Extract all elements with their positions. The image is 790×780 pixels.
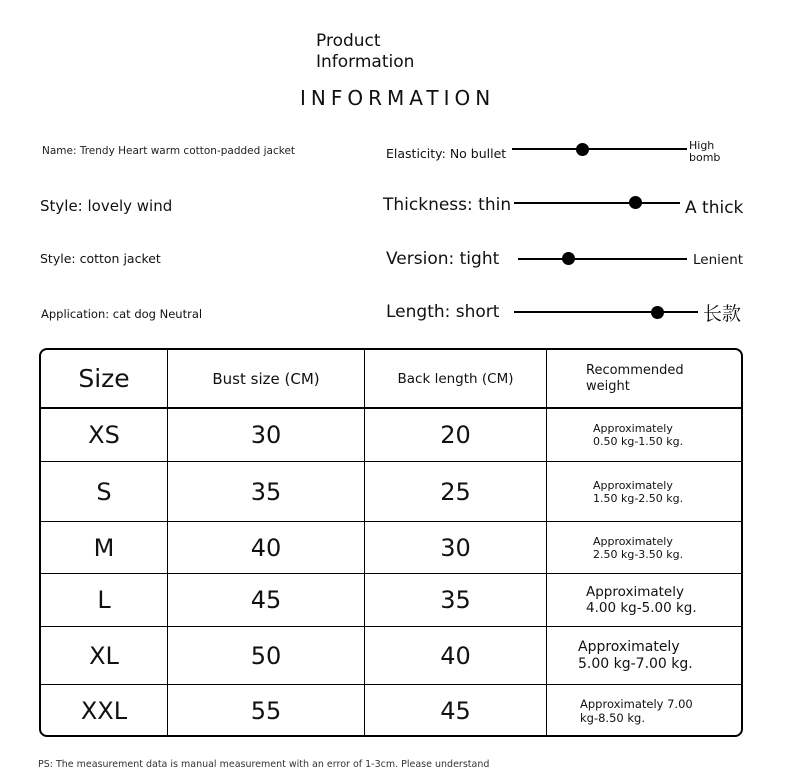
attr-application: Application: cat dog Neutral — [41, 307, 203, 321]
scale-thickness-max: A thick — [685, 198, 744, 218]
bust-cell: 35 — [250, 477, 282, 506]
weight-line2: 2.50 kg-3.50 kg. — [593, 547, 684, 561]
back-cell: 30 — [440, 533, 471, 562]
weight-cell — [578, 627, 743, 684]
scale-elasticity-max-line2: bomb — [689, 151, 721, 164]
weight-line1: Approximately 7.00 — [580, 697, 693, 711]
scale-length-label: Length: short — [386, 302, 500, 322]
scale-elasticity-knob — [576, 143, 589, 156]
size-cell: L — [97, 586, 111, 614]
scale-elasticity-max — [689, 140, 720, 164]
scale-version-label: Version: tight — [386, 249, 500, 269]
back-cell: 25 — [440, 477, 471, 506]
weight-line1: Approximately — [593, 478, 673, 492]
scale-thickness-track — [514, 202, 680, 204]
header-weight-line1: Recommended — [586, 362, 684, 378]
weight-cell — [593, 462, 743, 521]
size-cell: M — [93, 533, 115, 562]
scale-length-knob — [651, 306, 664, 319]
bust-cell: 45 — [250, 586, 282, 614]
weight-cell — [586, 574, 743, 626]
weight-cell — [593, 522, 743, 573]
scale-length-track — [514, 311, 698, 313]
bust-cell: 40 — [250, 533, 282, 562]
attr-name: Name: Trendy Heart warm cotton-padded jacket — [42, 145, 296, 157]
title-line-2: Information — [316, 52, 415, 72]
scale-thickness-knob — [629, 196, 642, 209]
scale-version-max: Lenient — [693, 252, 744, 268]
bust-cell: 30 — [250, 421, 282, 449]
footnote: PS: The measurement data is manual measurement with an error of 1-3cm. Please understand — [38, 759, 490, 770]
back-cell: 35 — [440, 586, 471, 614]
weight-line1: Approximately — [593, 534, 673, 548]
weight-line2: 4.00 kg-5.00 kg. — [586, 600, 697, 616]
header-size: Size — [78, 364, 130, 393]
size-table — [39, 348, 743, 737]
back-cell: 20 — [440, 421, 471, 449]
header-bust-text: Bust size (CM) — [212, 369, 320, 388]
size-cell: XL — [89, 641, 119, 670]
scale-elasticity-max-line1: High — [689, 139, 715, 152]
weight-line2: kg-8.50 kg. — [580, 711, 645, 725]
bust-cell: 50 — [250, 641, 282, 670]
header-back — [365, 350, 546, 407]
scale-version-track — [518, 258, 687, 260]
scale-thickness-label: Thickness: thin — [383, 195, 512, 215]
weight-cell — [593, 409, 743, 461]
weight-line1: Approximately — [578, 638, 680, 655]
attr-style-wind: Style: lovely wind — [40, 197, 173, 215]
weight-cell — [580, 685, 743, 737]
header-weight-line2: weight — [586, 378, 630, 394]
scale-elasticity-label: Elasticity: No bullet — [386, 146, 507, 161]
back-cell: 45 — [440, 697, 471, 725]
header-weight — [586, 350, 741, 407]
title-line-1: Product — [316, 31, 381, 51]
weight-line2: 0.50 kg-1.50 kg. — [593, 435, 684, 448]
size-cell: XS — [88, 421, 120, 449]
scale-elasticity-track — [512, 148, 687, 150]
weight-line2: 1.50 kg-2.50 kg. — [593, 491, 684, 505]
header-bust — [168, 350, 364, 407]
weight-line2: 5.00 kg-7.00 kg. — [578, 655, 693, 672]
bust-cell: 55 — [250, 697, 282, 725]
scale-version-knob — [562, 252, 575, 265]
back-cell: 40 — [440, 641, 471, 670]
info-heading: INFORMATION — [300, 86, 496, 110]
size-cell: S — [96, 477, 112, 506]
weight-line1: Approximately — [593, 422, 673, 435]
attr-style-jacket: Style: cotton jacket — [40, 251, 161, 266]
weight-line1: Approximately — [586, 584, 684, 600]
size-cell: XXL — [80, 697, 128, 725]
header-back-text: Back length (CM) — [397, 370, 514, 387]
scale-length-max: 长款 — [703, 303, 742, 325]
